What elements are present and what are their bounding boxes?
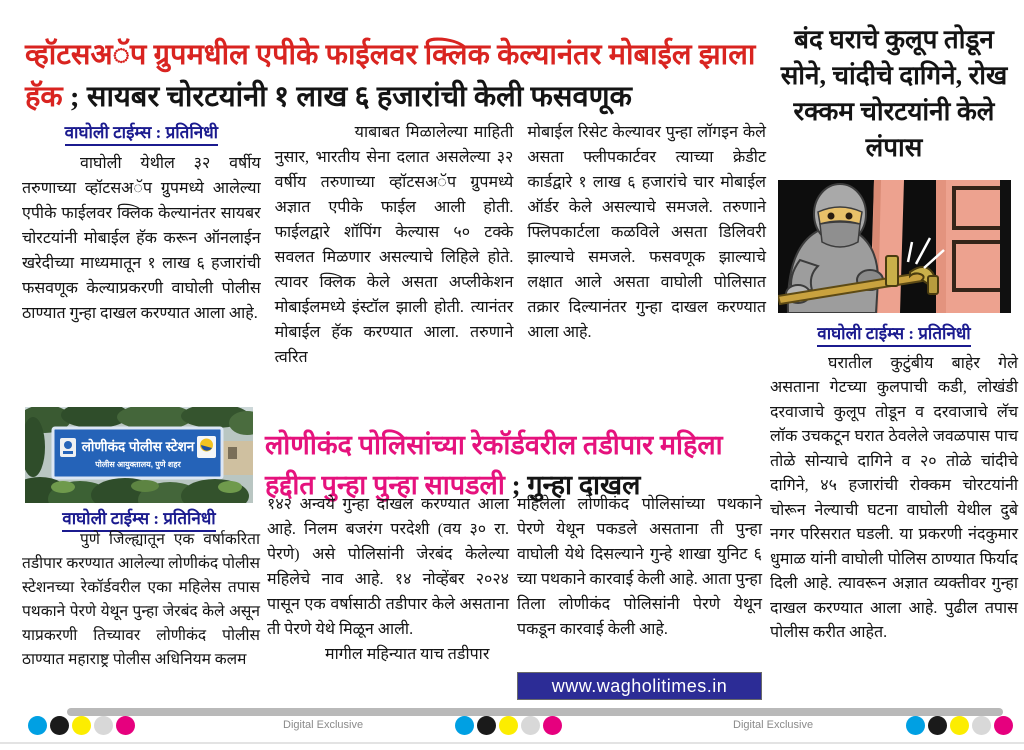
website-url-banner xyxy=(517,672,762,700)
article2-headline-pink: लोणीकंद पोलिसांच्या रेकॉर्डवरील तडीपार महिला हद्दीत पुन्हा पुन्हा सापडली xyxy=(265,430,723,500)
color-dot xyxy=(116,716,135,735)
police-station-sign xyxy=(53,428,222,478)
bushes-foreground xyxy=(25,477,249,503)
article2-body-col2a: १४२ अन्वये गुन्हा दाखल करण्यात आला आहे. निलम बजरंग परदेशी (वय ३० रा. पेरणे) असे पोलिसांनी जेरबंद केलेल्या महिलेचे नाव आहे. १४ नोव्हेंबर २०२४ पासून एक वर्षासाठी तडीपार केले असताना ती पेरणे येथे मिळून आली. xyxy=(267,496,509,638)
sign-subtitle: पोलीस आयुक्तालय, पुणे शहर xyxy=(95,460,181,469)
article2-headline-black: गुन्हा दाखल xyxy=(527,469,641,500)
article1-column-3 xyxy=(527,120,766,370)
color-dot xyxy=(455,716,474,735)
building-background xyxy=(223,441,253,475)
article2-body-col2b: मागील महिन्यात याच तडीपार xyxy=(325,646,490,663)
color-dot xyxy=(543,716,562,735)
article2-column-3 xyxy=(517,492,762,642)
article2-body-col1: पुणे जिल्ह्यातून एक वर्षाकरिता तडीपार करण्यात आलेल्या लोणीकंद पोलीस स्टेशनच्या रेकॉर्डवरील एका महिलेस तपास पथकाने पेरणे येथून पुन्हा जेरबंद केले असून याप्रकरणी तिच्यावर लोणीकंद पोलीस ठाण्यात महाराष्ट्र पोलीस अधिनियम कलम xyxy=(22,531,260,668)
article1-body-col3: मोबाईल रिसेट केल्यावर पुन्हा लॉगइन केले असता फ्लीपकार्टवर त्याच्या क्रेडीट कार्डद्वारे १ लाख ६ हजारांचे चार मोबाईल ऑर्डर केले असल्याचे समजले. तरुणाने फ्लिपकार्टला कळविले असता डिलिवरी झाल्याचे समजले. फसवणूक झाल्याचे लक्षात आले असता वाघोली पोलिसात तक्रार दिल्यानंतर गुन्हा दाखल करण्यात आला आहे. xyxy=(527,124,767,341)
article2-body-col3: महिलेला लोणीकंद पोलिसांच्या पथकाने पेरणे येथून पकडले असताना ती पुन्हा वाघोली येथे दिसल्याने गुन्हे शाखा युनिट ६ च्या पथकाने कारवाई केली आहे. आता पुन्हा तिला लोणीकंद पोलिसांनी पेरणे येथून पकडून कारवाई केली आहे. xyxy=(517,496,762,638)
digital-exclusive-label-right: Digital Exclusive xyxy=(733,719,814,731)
color-dot xyxy=(72,716,91,735)
website-url: www.wagholitimes.in xyxy=(551,675,728,696)
article2-column-1 xyxy=(22,528,260,672)
article1-columns xyxy=(22,120,766,370)
article1-column-2 xyxy=(275,120,514,370)
article1-headline-red: व्हॉटसअॅप ग्रुपमधील एपीके फाईलवर क्लिक केल्यानंतर मोबाईल झाला हॅक xyxy=(25,39,756,113)
article1-headline-black: सायबर चोरटयांनी १ लाख ६ हजारांची केली फसवणूक xyxy=(86,80,632,113)
police-station-photo xyxy=(25,407,253,503)
article3-byline: वाघोली टाईम्स : प्रतिनिधी xyxy=(770,321,1018,347)
color-dot xyxy=(50,716,69,735)
article1-byline: वाघोली टाईम्स : प्रतिनिधी xyxy=(22,120,261,146)
burglar-cartoon-image xyxy=(778,180,1011,313)
door xyxy=(936,180,1011,313)
article1-column-1 xyxy=(22,120,261,370)
color-dot xyxy=(521,716,540,735)
article2-headline-separator: ; xyxy=(504,469,528,500)
article3-headline: बंद घराचे कुलूप तोडून सोने, चांदीचे दागिने, रोख रक्कम चोरटयांनी केले लंपास xyxy=(780,25,1008,162)
article1-body-col2: याबाबत मिळालेल्या माहिती नुसार, भारतीय सेना दलात असलेल्या ३२ वर्षीय तरुणाच्या व्हॉटसअॅप ग्रुपमध्ये अज्ञात एपीके फाईल आली होती. फाईलद्वारे शॉपिंग केल्यास ५० टक्के सवलत मिळणार असल्याचे लिहिले होते. त्यावर क्लिक केले असता अप्लीकेशन मोबाईलमध्ये इंस्टॉल झाली होती. त्यानंतर मोबाईल हॅक करण्यात आला. तरुणाने त्वरित xyxy=(274,124,514,366)
csr-logo-icon xyxy=(197,436,216,458)
footer-gray-bar xyxy=(67,708,1003,716)
article1-body-col1: वाघोली येथील ३२ वर्षीय तरुणाच्या व्हॉटसअॅप ग्रुपमध्ये आलेल्या एपीके फाईलवर क्लिक केल्यानंतर सायबर चोरटयांनी मोबाईल हॅक करून ऑनलाईन खरेदीच्या माध्यमातून १ लाख ६ हजारांची फसवणूक केल्याप्रकरणी वाघोली पोलीस ठाण्यात गुन्हा दाखल करण्यात आला आहे. xyxy=(22,155,261,322)
color-dot xyxy=(994,716,1013,735)
article2-column-2 xyxy=(267,492,509,667)
color-registration-dots-center xyxy=(455,716,562,736)
color-dot xyxy=(972,716,991,735)
color-registration-dots-right xyxy=(906,716,1013,736)
article2-byline: वाघोली टाईम्स : प्रतिनिधी xyxy=(22,506,256,532)
article3 xyxy=(770,22,1018,646)
article1-headline-separator: ; xyxy=(62,80,87,113)
footer-hairline xyxy=(0,742,1024,744)
color-registration-dots-left xyxy=(28,716,135,736)
color-dot xyxy=(28,716,47,735)
sign-title: लोणीकंद पोलीस स्टेशन xyxy=(81,439,195,454)
color-dot xyxy=(950,716,969,735)
color-dot xyxy=(928,716,947,735)
color-dot xyxy=(94,716,113,735)
color-dot xyxy=(477,716,496,735)
color-dot xyxy=(499,716,518,735)
color-dot xyxy=(906,716,925,735)
article3-body: घरातील कुटुंबीय बाहेर गेले असताना गेटच्या कुलपाची कडी, लोखंडी दरवाजाचे कुलूप तोडून व दरवाजाचे लॅच लॉक उचकटून घरात ठेवलेले जवळपास पाच तोळे सोन्याचे दागिने व २० तोळे चांदीचे दागिने, ४५ हजारांची रोक्कम चोरटयांनी चोरून नेल्याची घटना वाघोली येथील दुबे नगर परिसरात घडली. या प्रकरणी नंदकुमार धुमाळ यांनी वाघोली पोलिस ठाण्यात फिर्याद दिली आहे. त्यावरून अज्ञात व्यक्तीवर गुन्हा दाखल करण्यात आला आहे. पुढील तपास पोलीस करीत आहेत. xyxy=(770,354,1018,641)
digital-exclusive-label-left: Digital Exclusive xyxy=(283,719,364,731)
article3-body-wrap xyxy=(770,352,1018,646)
article1-headline xyxy=(25,35,767,117)
